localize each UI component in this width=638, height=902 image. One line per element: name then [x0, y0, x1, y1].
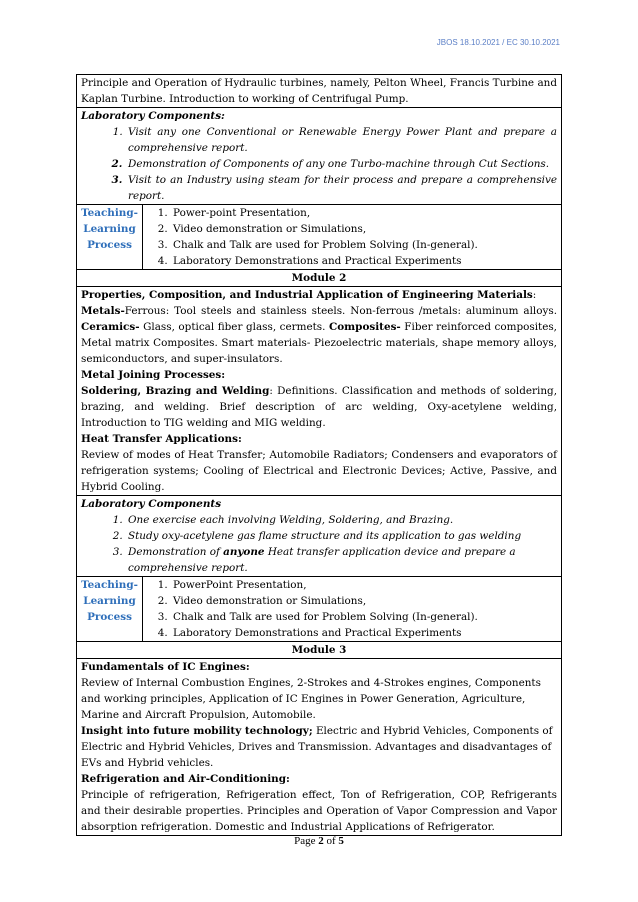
teaching-learning-methods — [143, 205, 562, 270]
lab-item: 3. Visit to an Industry using steam for their process and prepare a comprehensive report. — [126, 172, 557, 204]
teaching-learning-row-1 — [77, 205, 562, 270]
intro-text: Principle and Operation of Hydraulic turbines, namely, Pelton Wheel, Francis Turbine and Kaplan Turbine. Introduction to working of Centrifugal Pump. — [77, 75, 562, 108]
section-heading: Fundamentals of IC Engines: — [81, 661, 250, 673]
lab-item: 2. Demonstration of Components of any one Turbo-machine through Cut Sections. — [126, 156, 557, 172]
method-item: 2. Video demonstration or Simulations, — [171, 221, 557, 237]
section-heading: Heat Transfer Applications: — [81, 433, 242, 445]
lab-heading: Laboratory Components: — [81, 110, 225, 122]
refrigeration-paragraph: Principle of refrigeration, Refrigeration effect, Ton of Refrigeration, COP, Refrigerants and their desirable properties. Principles and Operation of Vapor Compression and Vapor absorption refrigeration. Domestic and Industrial Applications of Refrigerator. — [81, 789, 557, 833]
lab-list — [81, 512, 557, 576]
intro-row — [77, 75, 562, 108]
joining-paragraph: Soldering, Brazing and Welding: Definitions. Classification and methods of soldering, brazing, and welding. Brief description of arc welding, Oxy-acetylene welding, Introduction to TIG welding and MIG welding. — [81, 385, 557, 429]
method-item: 3. Chalk and Talk are used for Problem Solving (In-general). — [171, 609, 557, 625]
lab-components-cell-2 — [77, 496, 562, 577]
document-reference: JBOS 18.10.2021 / EC 30.10.2021 — [436, 38, 560, 47]
method-item: 4. Laboratory Demonstrations and Practical Experiments — [171, 625, 557, 641]
method-item: 2. Video demonstration or Simulations, — [171, 593, 557, 609]
page-number: Page 2 of 5 — [294, 835, 344, 847]
module-2-title-row — [77, 270, 562, 287]
lab-components-row-2 — [77, 496, 562, 577]
teaching-learning-label: Teaching-Learning Process — [77, 205, 143, 270]
syllabus-table — [76, 74, 562, 836]
mobility-paragraph: Insight into future mobility technology; Electric and Hybrid Vehicles, Components of Electric and Hybrid Vehicles, Drives and Transmission. Advantages and disadvantages of EVs and Hybrid vehicles. — [81, 725, 553, 769]
module-3-title: Module 3 — [77, 642, 562, 659]
teaching-learning-row-2 — [77, 577, 562, 642]
teaching-learning-list — [147, 205, 557, 269]
lab-item: 1. Visit any one Conventional or Renewable Energy Power Plant and prepare a comprehensive report. — [126, 124, 557, 156]
lab-item: 2. Study oxy-acetylene gas flame structure and its application to gas welding — [126, 528, 557, 544]
section-heading: Refrigeration and Air-Conditioning: — [81, 773, 290, 785]
method-item: 3. Chalk and Talk are used for Problem Solving (In-general). — [171, 237, 557, 253]
lab-item: 1. One exercise each involving Welding, Soldering, and Brazing. — [126, 512, 557, 528]
teaching-learning-methods — [143, 577, 562, 642]
module-2-content-row — [77, 287, 562, 496]
module-2-title: Module 2 — [77, 270, 562, 287]
module-3-content — [77, 659, 562, 836]
materials-paragraph: Metals-Ferrous: Tool steels and stainless steels. Non-ferrous /metals: aluminum alloys. Ceramics- Glass, optical fiber glass, cermets. Composites- Fiber reinforced composites, Metal matrix Composites. Smart materials- Piezoelectric materials, shape memory alloys, semiconductors, and super-insulators. — [81, 305, 557, 365]
method-item: 1. PowerPoint Presentation, — [171, 577, 557, 593]
lab-components-cell-1 — [77, 108, 562, 205]
lab-item: 3. Demonstration of anyone Heat transfer application device and prepare a comprehensive report. — [126, 544, 557, 576]
method-item: 4. Laboratory Demonstrations and Practical Experiments — [171, 253, 557, 269]
method-item: 1. Power-point Presentation, — [171, 205, 557, 221]
module-3-content-row — [77, 659, 562, 836]
section-heading: Metal Joining Processes: — [81, 369, 226, 381]
teaching-learning-label: Teaching-Learning Process — [77, 577, 143, 642]
lab-list — [81, 124, 557, 204]
module-3-title-row — [77, 642, 562, 659]
ic-engines-paragraph: Review of Internal Combustion Engines, 2-Strokes and 4-Strokes engines, Components and working principles, Application of IC Engines in Power Generation, Agriculture, Marine and Aircraft Propulsion, Automobile. — [81, 677, 541, 721]
lab-components-row-1 — [77, 108, 562, 205]
module-2-content: Properties, Composition, and Industrial Application of Engineering Materials: Metals-Ferrous: Tool steels and stainless steels. Non-ferrous /metals: aluminum alloys. Ceramics- Glass, optical fiber glass, cermets. Composites- Fiber reinforced composites, Metal matrix Composites. Smart materials- Piezoelectric materials, shape memory alloys, semiconductors, and super-insulators. Metal Joining Processes: Soldering, Brazing and Welding: Definitions. Classification and methods of soldering, brazing, and welding. Brief description of arc welding, Oxy-acetylene welding, Introduction to TIG welding and MIG welding. Heat Transfer Applications: Review of modes of Heat Transfer; Automobile Radiators; Condensers and evaporators of refrigeration systems; Cooling of Electrical and Electronic Devices; Active, Passive, and Hybrid Cooling. — [77, 287, 562, 496]
section-heading: Properties, Composition, and Industrial Application of Engineering Materials — [81, 289, 533, 301]
heat-transfer-paragraph: Review of modes of Heat Transfer; Automobile Radiators; Condensers and evaporators of refrigeration systems; Cooling of Electrical and Electronic Devices; Active, Passive, and Hybrid Cooling. — [81, 449, 557, 493]
lab-heading: Laboratory Components — [81, 498, 222, 510]
teaching-learning-list — [147, 577, 557, 641]
